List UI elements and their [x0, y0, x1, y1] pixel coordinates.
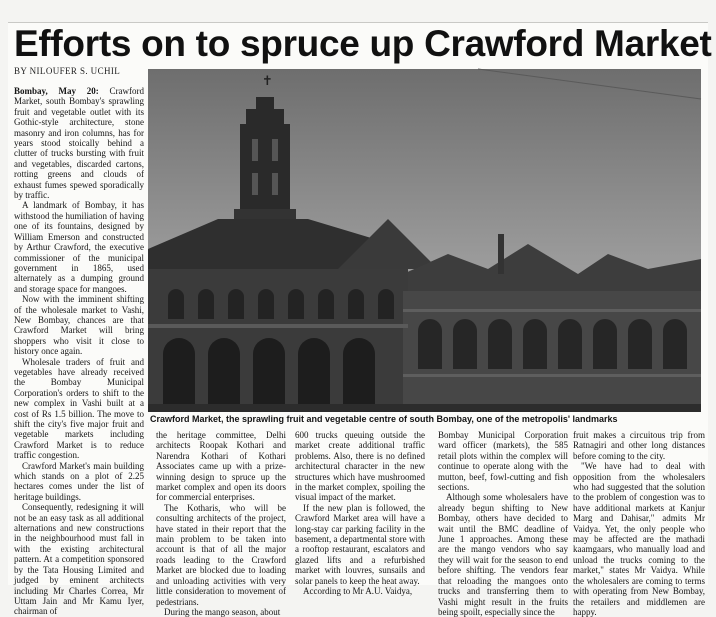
paragraph: Crawford Market's main building which stands on a plot of 2.25 hectares comes under the list of heritage buildings.	[14, 460, 144, 502]
market-photo	[148, 69, 701, 412]
paragraph: fruit makes a circuitous trip from Ratnagiri and other long distances before coming to the city.	[573, 430, 705, 461]
cross-mark-icon: ✝	[262, 74, 273, 89]
byline: BY NILOUFER S. UCHIL	[14, 66, 121, 76]
paragraph: the heritage committee, Delhi architects Roopak Kothari and Narendra Kothari of Kothari Associates came up with a prize-winning design to spruce up the market complex and open its doors for commercial enterprises.	[156, 430, 286, 503]
paragraph-text: Crawford Market, south Bombay's sprawling fruit and vegetable outlet with its Gothic-style architecture, stone masonry and iron columns, has for years stood stoically behind a clutter of trucks bursting with fruit and vegetables, discarded cartons, rotting greens and clouds of exhaust fumes spewed sporadically by traffic.	[14, 86, 144, 201]
paragraph: If the new plan is followed, the Crawford Market area will have a long-stay car parking facility in the basement, a departmental store with a rooftop restaurant, escalators and glazed lifts and a refurbished market with louvres, sunsails and solar panels to keep the heat away.	[295, 502, 425, 586]
article-column-2	[156, 430, 286, 617]
paragraph: Wholesale traders of fruit and vegetables have already received the Bombay Municipal Corporation's orders to shift to the new complex in Vashi built at a cost of Rs 1.5 billion. The move to shift the city's five major fruit and vegetable markets including Crawford Market is to reduce traffic congestion.	[14, 356, 144, 461]
article-column-5	[573, 430, 705, 617]
paragraph: Now with the imminent shifting of the wholesale market to Vashi, New Bombay, chances are that Crawford Market will bring shoppers who visit it close to history once again.	[14, 294, 144, 357]
dateline: Bombay, May 20:	[14, 86, 99, 96]
article-column-4	[438, 430, 568, 617]
crawford-market-illustration	[148, 69, 701, 412]
paragraph: "We have had to deal with opposition from the wholesalers who had suggested that the solution to the problem of congestion was to have additional markets at Kanjur Marg and Dahisar," admits Mr Vaidya. Yet, the only people who may be affected are the mathadi kaamgaars, who manually load and unload the trucks coming to the market," states Mr Vaidya. While the wholesalers are coming to terms with operating from New Bombay, the retailers and middlemen are happy.	[573, 461, 705, 617]
paragraph: During the mango season, about	[164, 606, 281, 617]
paragraph	[14, 86, 144, 200]
paragraph: 600 trucks queuing outside the market create additional traffic problems. Also, there is no defined architectural character in the new structures which have mushroomed in the market complex, spoiling the visual impact of the market.	[295, 430, 425, 503]
article-column-3	[295, 430, 425, 597]
paragraph: Bombay Municipal Corporation ward officer (markets), the 585 retail plots within the complex will continue to operate along with the mutton, beef, fowl-cutting and fish sections.	[438, 430, 568, 493]
headline: Efforts on to spruce up Crawford Market	[14, 23, 712, 64]
paragraph: According to Mr A.U. Vaidya,	[303, 586, 413, 597]
paragraph: Consequently, redesigning it will not be an easy task as all additional alternations and new constructions in the neighbourhood must fall in with the existing architectural pattern. At a competition sponsored by the Tata Housing Limited and judged by eminent architects including Mr Charles Correa, Mr Uttam Jain and Mr Kamu Iyer, chairman of	[14, 502, 144, 617]
paragraph: The Kotharis, who will be consulting architects of the project, have stated in their report that the main problem to be taken into account is that of all the major roads leading to the Crawford Market are blocked due to loading and unloading activities with very little consideration to movement of pedestrians.	[156, 502, 286, 607]
paragraph: Although some wholesalers have already begun shifting to New Bombay, others have decided to wait until the BMC deadline of June 1 approaches. Among these are the mango vendors who say they will wait for the season to end before shifting. The vendors fear that reloading the mangoes onto trucks and transferring them to Vashi might result in the fruits being spoilt, especially since the	[438, 492, 568, 617]
paragraph: A landmark of Bombay, it has withstood the humiliation of having one of its fountains, designed by William Emerson and constructed by Arthur Crawford, the executive commissioner of the municipal government in 1865, used alternately as a dumping ground and storage space for mangoes.	[14, 200, 144, 294]
article-column-1	[14, 86, 144, 617]
photo-caption: Crawford Market, the sprawling fruit and vegetable centre of south Bombay, one of the metropolis' landmarks	[150, 414, 618, 424]
